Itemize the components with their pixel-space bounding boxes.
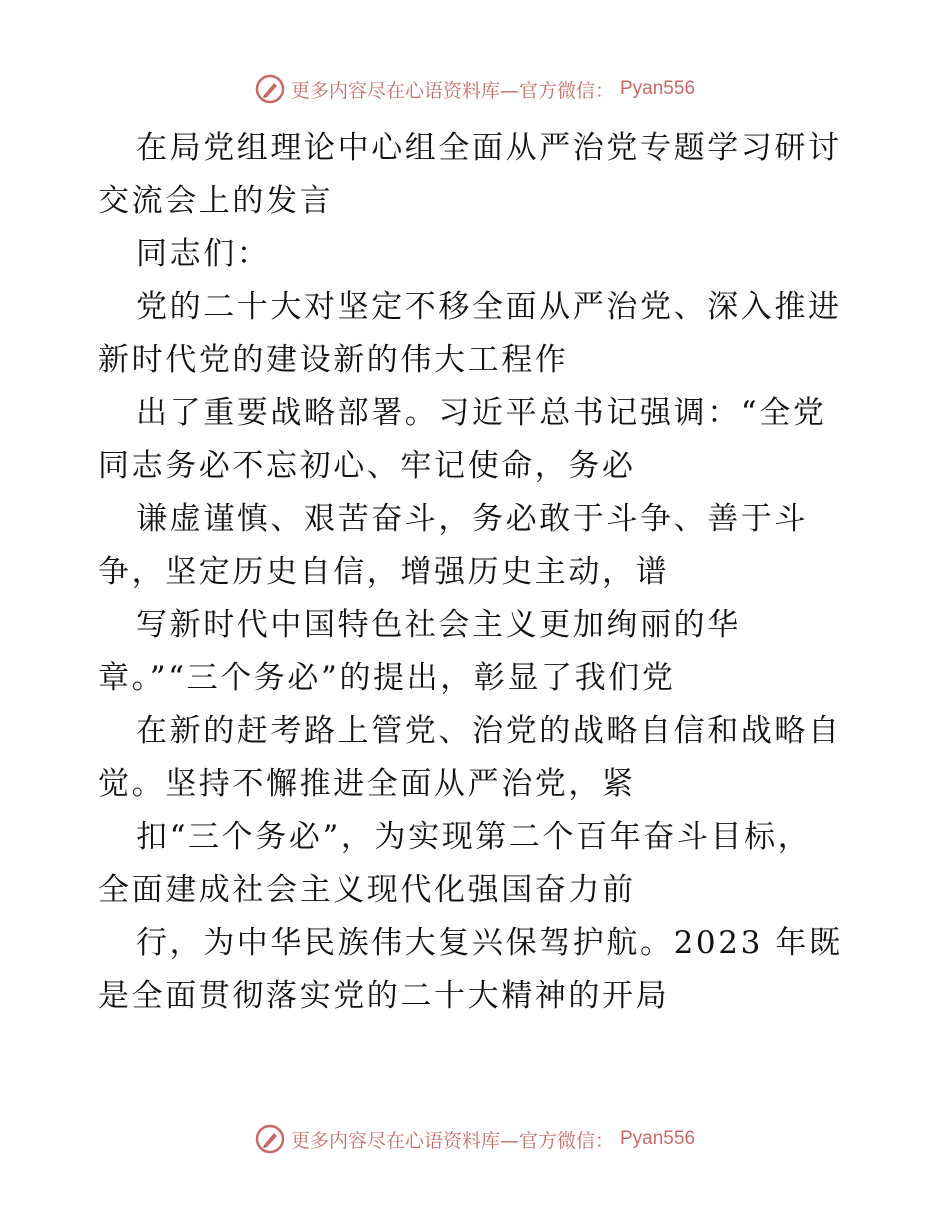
body-line: 写新时代中国特色社会主义更加绚丽的华 — [136, 607, 741, 643]
title-line: 在局党组理论中心组全面从严治党专题学习研讨 — [136, 130, 842, 166]
body-line: 新时代党的建设新的伟大工程作 — [98, 342, 569, 378]
title-line: 交流会上的发言 — [98, 183, 334, 219]
watermark-wechat-id: Pyan556 — [620, 78, 696, 99]
watermark-text: 更多内容尽在心语资料库—官方微信： — [290, 1129, 614, 1152]
body-line: 谦虚谨慎、艰苦奋斗，务必敢于斗争、善于斗 — [136, 501, 808, 537]
body-line: 扣“三个务必”，为实现第二个百年奋斗目标， — [136, 819, 812, 855]
body-line: 觉。坚持不懈推进全面从严治党，紧 — [98, 766, 636, 802]
body-line: 是全面贯彻落实党的二十大精神的开局 — [98, 978, 670, 1014]
footer-watermark — [0, 1124, 950, 1154]
watermark-wechat-id: Pyan556 — [620, 1128, 696, 1149]
pen-logo-icon — [255, 1124, 285, 1154]
body-line: 同志务必不忘初心、牢记使命，务必 — [98, 448, 636, 484]
body-line: 行，为中华民族伟大复兴保驾护航。2023 年既 — [136, 925, 843, 961]
header-watermark — [0, 74, 950, 104]
body-line: 争，坚定历史自信，增强历史主动，谱 — [98, 554, 670, 590]
salutation: 同志们： — [136, 236, 271, 272]
pen-logo-icon — [255, 74, 285, 104]
body-line: 党的二十大对坚定不移全面从严治党、深入推进 — [136, 289, 842, 325]
document-body — [98, 122, 858, 1023]
body-line: 全面建成社会主义现代化强国奋力前 — [98, 872, 636, 908]
body-line: 在新的赶考路上管党、治党的战略自信和战略自 — [136, 713, 842, 749]
watermark-text: 更多内容尽在心语资料库—官方微信： — [290, 79, 614, 102]
body-line: 章。”“三个务必”的提出，彰显了我们党 — [98, 660, 676, 696]
body-line: 出了重要战略部署。习近平总书记强调：“全党 — [136, 395, 827, 431]
